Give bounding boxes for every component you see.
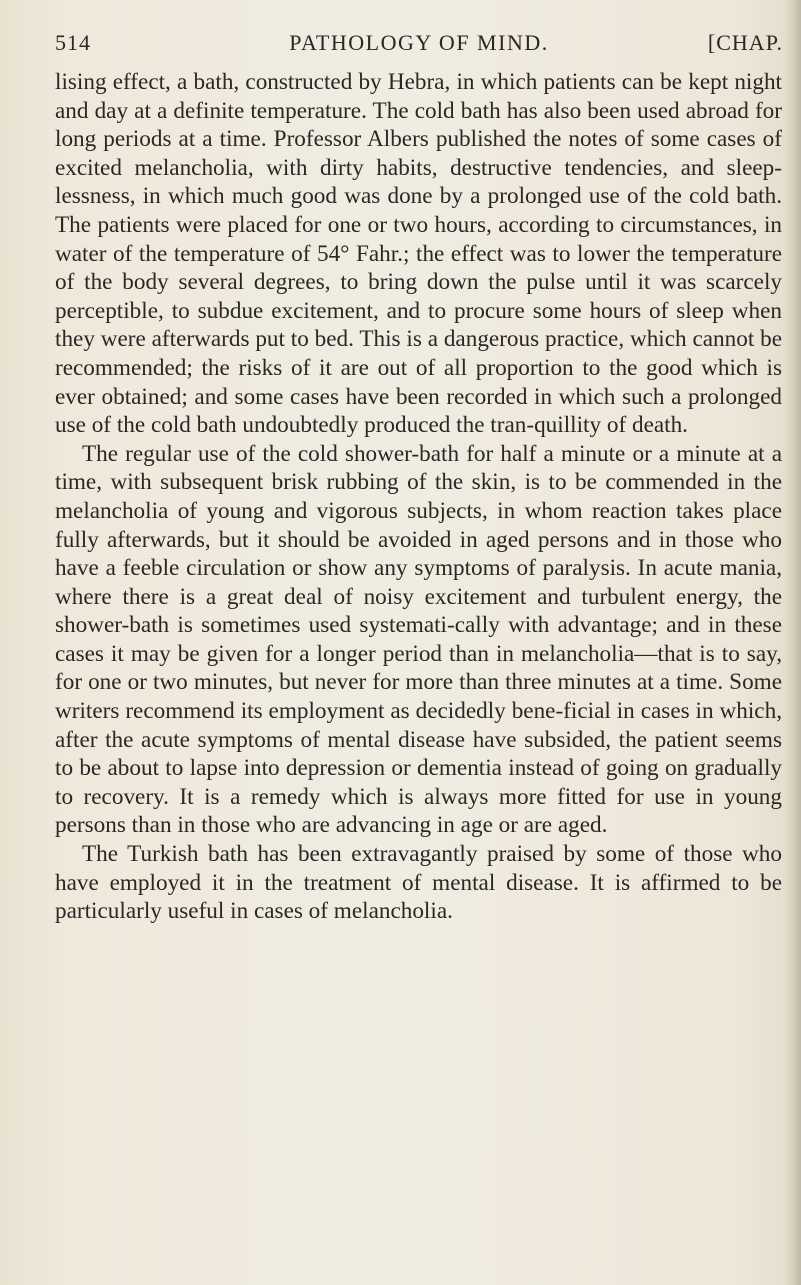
page-edge-shadow [783,0,801,1285]
paragraph-2: The regular use of the cold shower-bath for half a minute or a minute at a time, with subsequent brisk rubbing of the skin, is to be commended in the melancholia of young and vigorous subjects, in whom reaction takes place fully afterwards, but it should be avoided in aged persons and in those who have a feeble circulation or show any symptoms of paralysis. In acute mania, where there is a great deal of noisy excitement and turbulent energy, the shower-bath is sometimes used systemati-cally with advantage; and in these cases it may be given for a longer period than in melancholia—that is to say, for one or two minutes, but never for more than three minutes at a time. Some writers recommend its employment as decidedly bene-ficial in cases in which, after the acute symptoms of mental disease have subsided, the patient seems to be about to lapse into depression or dementia instead of going on gradually to recovery. It is a remedy which is always more fitted for use in young persons than in those who are advancing in age or are aged. [55,440,782,839]
paragraph-3: The Turkish bath has been extravagantly praised by some of those who have employed it in the treatment of mental disease. It is affirmed to be particularly useful in cases of melancholia. [55,841,782,925]
body-text [55,68,782,926]
page-header [55,30,783,60]
page-number: 514 [55,30,91,55]
running-title: PATHOLOGY OF MIND. [289,30,549,55]
chapter-mark: [CHAP. [707,30,783,55]
paragraph-1: lising effect, a bath, constructed by Hebra, in which patients can be kept night and day at a definite temperature. The cold bath has also been used abroad for long periods at a time. Professor Albers published the notes of some cases of excited melancholia, with dirty habits, destructive tendencies, and sleep-lessness, in which much good was done by a prolonged use of the cold bath. The patients were placed for one or two hours, according to circumstances, in water of the temperature of 54° Fahr.; the effect was to lower the temperature of the body several degrees, to bring down the pulse until it was scarcely perceptible, to subdue excitement, and to procure some hours of sleep when they were afterwards put to bed. This is a dangerous practice, which cannot be recommended; the risks of it are out of all proportion to the good which is ever obtained; and some cases have been recorded in which such a prolonged use of the cold bath undoubtedly produced the tran-quillity of death. [55,69,782,439]
